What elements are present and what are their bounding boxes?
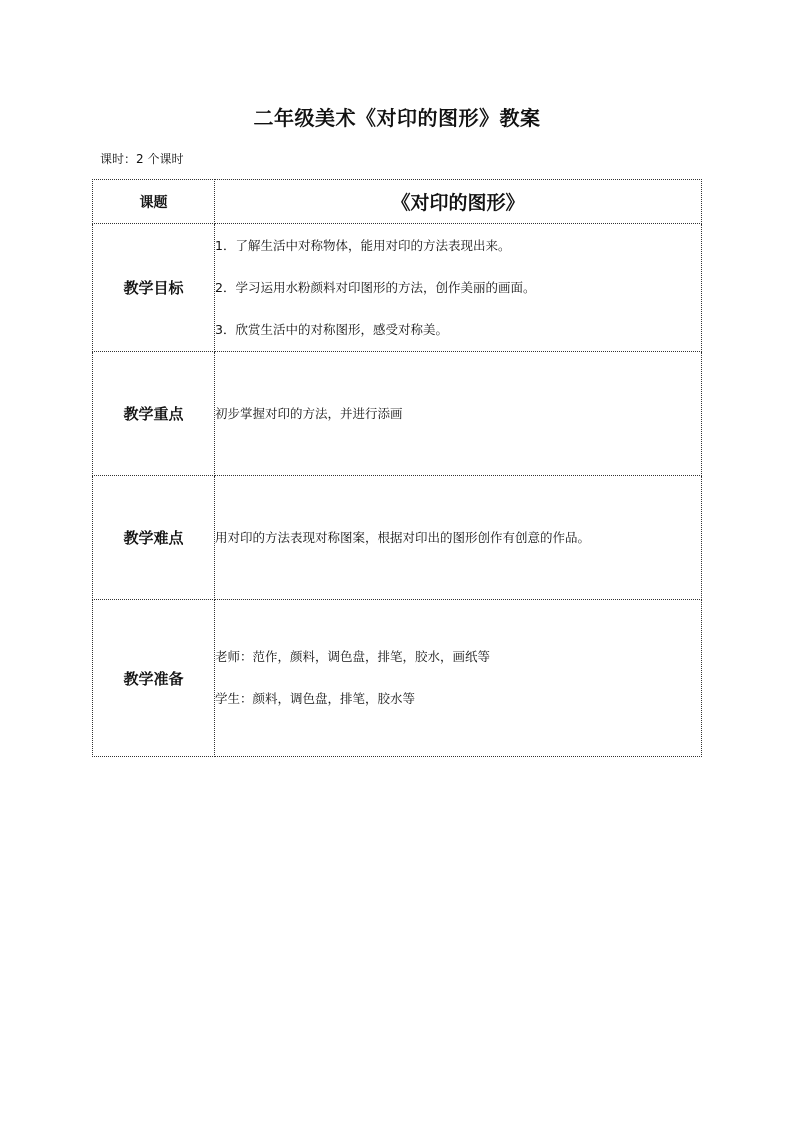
table-row-goals (93, 224, 702, 352)
table-row-topic (93, 180, 702, 224)
document-title: 二年级美术《对印的图形》教案 (253, 106, 541, 130)
goal-item: 3．欣赏生活中的对称图形，感受对称美。 (215, 321, 448, 337)
preparation-label: 教学准备 (93, 600, 215, 757)
lesson-plan-table (92, 179, 702, 757)
goal-item: 2．学习运用水粉颜料对印图形的方法，创作美丽的画面。 (215, 279, 536, 295)
preparation-content (215, 600, 702, 757)
preparation-item: 老师：范作，颜料，调色盘，排笔，胶水，画纸等 (215, 649, 491, 664)
lesson-period: 课时：2 个课时 (100, 152, 184, 166)
preparation-item: 学生：颜料，调色盘，排笔，胶水等 (215, 691, 416, 706)
table-row-difficulties (93, 476, 702, 600)
goals-content (215, 224, 702, 352)
topic-value: 《对印的图形》 (215, 180, 702, 224)
key-points-content: 初步掌握对印的方法，并进行添画 (215, 352, 702, 476)
topic-label: 课题 (93, 180, 215, 224)
difficulties-label: 教学难点 (93, 476, 215, 600)
table-row-preparation (93, 600, 702, 757)
table-row-key-points (93, 352, 702, 476)
goals-label: 教学目标 (93, 224, 215, 352)
goal-item: 1．了解生活中对称物体，能用对印的方法表现出来。 (215, 237, 511, 253)
difficulties-content: 用对印的方法表现对称图案，根据对印出的图形创作有创意的作品。 (215, 476, 702, 600)
key-points-label: 教学重点 (93, 352, 215, 476)
